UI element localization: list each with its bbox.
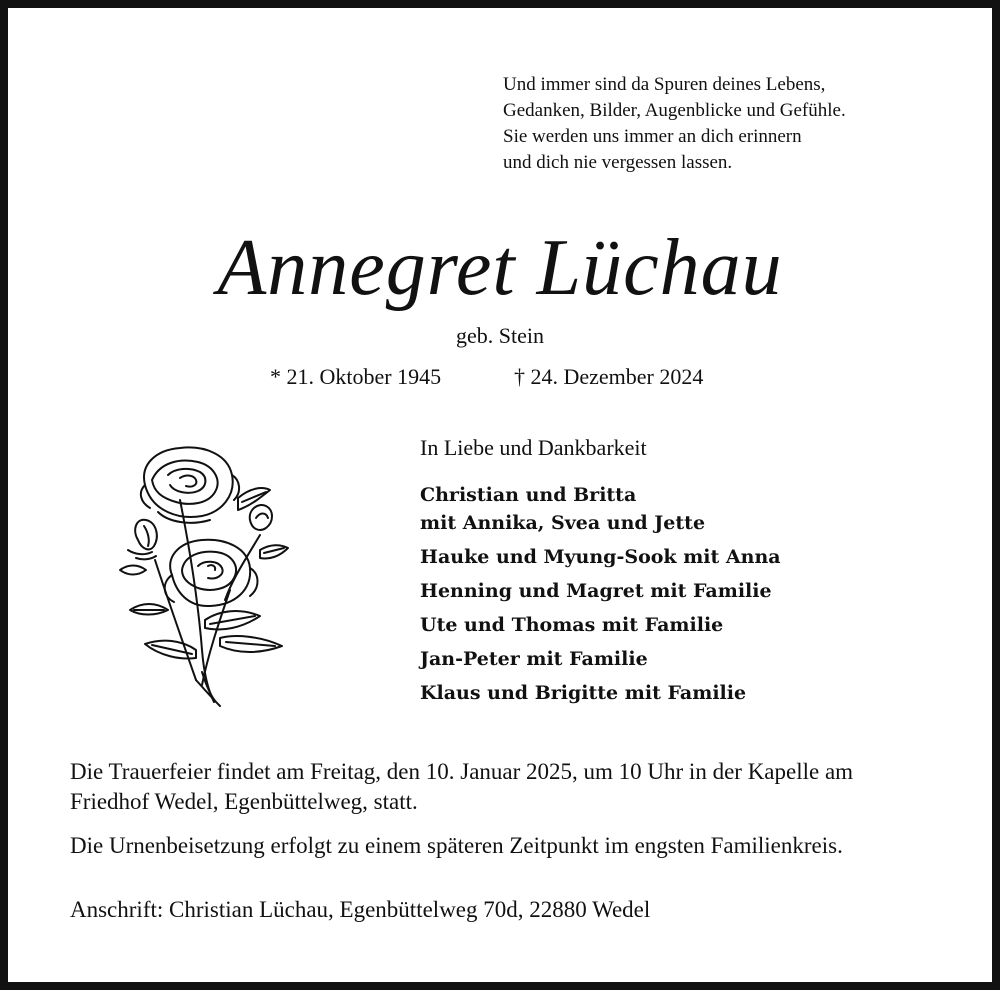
poem-line: und dich nie vergessen lassen. [503, 152, 733, 173]
death-date: † 24. Dezember 2024 [514, 364, 704, 389]
contact-address: Anschrift: Christian Lüchau, Egenbüttelweg 70d, 22880 Wedel [70, 897, 651, 922]
mourner-line: Jan-Peter mit Familie [420, 648, 648, 670]
mourner-line: mit Annika, Svea und Jette [420, 512, 706, 534]
mourner-line: Henning und Magret mit Familie [420, 580, 772, 602]
maiden-name: geb. Stein [456, 323, 544, 348]
birth-date: * 21. Oktober 1945 [270, 364, 442, 389]
mourner-line: Hauke und Myung-Sook mit Anna [420, 546, 781, 568]
mourners-intro: In Liebe und Dankbarkeit [420, 435, 647, 460]
rose-bouquet-icon [110, 440, 300, 710]
mourner-line: Ute und Thomas mit Familie [420, 614, 724, 636]
deceased-name: Annegret Lüchau [217, 224, 783, 312]
poem-line: Sie werden uns immer an dich erinnern [503, 126, 802, 147]
service-line: Die Trauerfeier findet am Freitag, den 10. Januar 2025, um 10 Uhr in der Kapelle am [70, 759, 854, 784]
mourner-line: Klaus und Brigitte mit Familie [420, 682, 747, 704]
memorial-poem [503, 72, 963, 176]
mourner-line: Christian und Britta [420, 484, 637, 506]
urn-burial-notice: Die Urnenbeisetzung erfolgt zu einem späteren Zeitpunkt im engsten Familienkreis. [70, 833, 843, 858]
poem-line: Gedanken, Bilder, Augenblicke und Gefühle. [503, 100, 846, 121]
mourners-list [420, 481, 781, 707]
funeral-service-notice [70, 757, 950, 817]
service-line: Friedhof Wedel, Egenbüttelweg, statt. [70, 789, 418, 814]
poem-line: Und immer sind da Spuren deines Lebens, [503, 74, 826, 95]
